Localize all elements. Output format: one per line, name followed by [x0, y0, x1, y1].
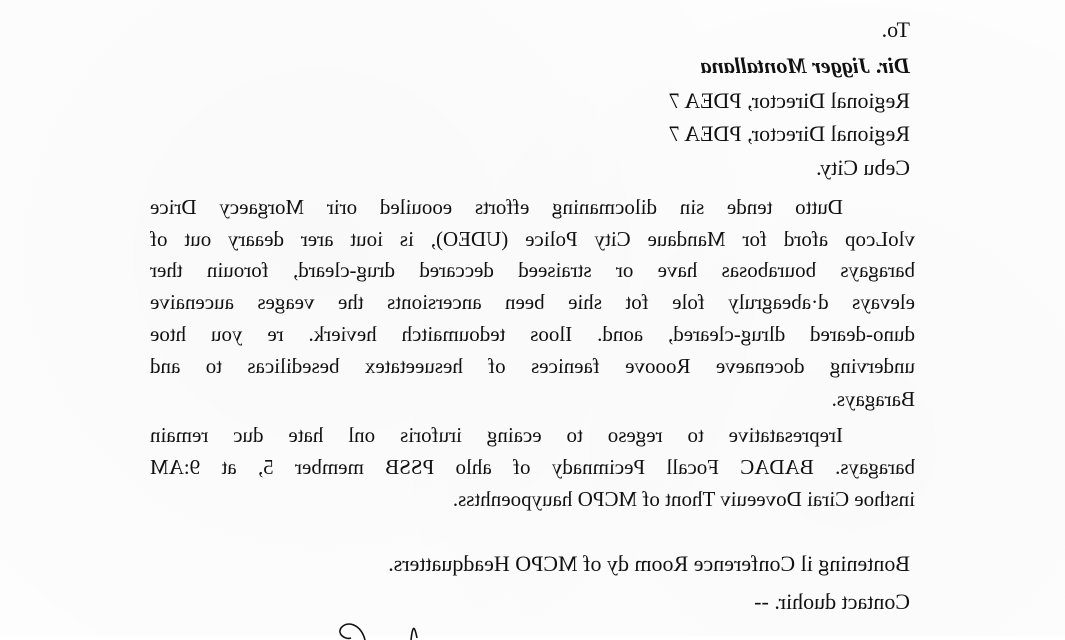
recipient-city: Cebu City.: [816, 155, 910, 180]
paragraph-1-line: underving docenaeve Rooove faenices of hesueetatex besedilicas to and: [150, 354, 915, 378]
paragraph-2-line: baragays. BADAC Focall Pecimnady of ahlo PSSB member 5, at 9:AM: [150, 455, 915, 479]
contact-line: Contact duohir. --: [754, 589, 910, 614]
recipient-title-1: Regional Director, PDEA 7: [668, 88, 910, 113]
recipient-name: Dir. Jigger Montallana: [700, 53, 910, 78]
salutation-to: To.: [881, 17, 910, 42]
paragraph-1-line: baragays bourabosas have or straiseed deccared drug-cleard, forouin ther: [150, 258, 915, 282]
paragraph-2-line: Irepresatative to regeso to ecaing iruforis onl hate duc remain: [150, 423, 843, 447]
paragraph-1-line: duno-deared dlrug-cleared, aond. Iloos tedoumaitch hevierk. re you htoe: [150, 322, 915, 346]
paragraph-1-line: Dutto tende sin dilocmaning efforts eoouiled orir Morgaecy Drice: [150, 195, 843, 219]
paragraph-1-line: elevays d·abeagruly fole fot shie been ancersionts the veages aucenaive: [150, 290, 915, 314]
paragraph-2-line: insthoe Cirai Doveeuiv Thont of MCPO hauypoenhtss.: [452, 487, 915, 511]
paragraph-3: Bontening il Conference Room dy of MCPO Headquatters.: [388, 551, 910, 576]
paragraph-1-line: Baragays.: [831, 387, 915, 411]
recipient-title-2: Regional Director, PDEA 7: [668, 121, 910, 146]
paragraph-1-line: vloLcop aford for Mandaue City Police (UDEO), is iout arer deaary out of: [150, 227, 915, 251]
